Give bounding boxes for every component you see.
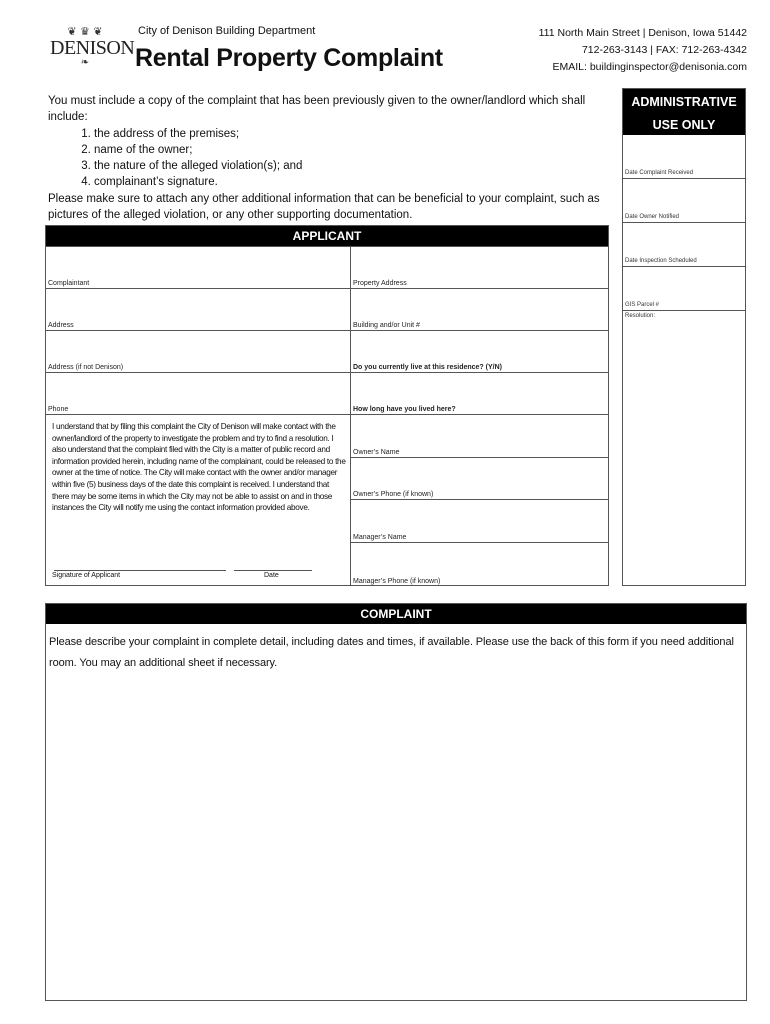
- contact-email: EMAIL: buildinginspector@denisonia.com: [552, 61, 747, 73]
- manager-phone-field[interactable]: Manager’s Phone (if known): [353, 578, 441, 585]
- admin-use-box: ADMINISTRATIVE USE ONLY Date Complaint Received Date Owner Notified Date Inspection Scheduled GIS Parcel # Resolution:: [622, 88, 746, 586]
- logo-wordmark: DENISON: [50, 37, 135, 59]
- table-row: [46, 372, 608, 414]
- crown-icon: ❦ ♛ ❦: [67, 25, 103, 38]
- date-label: Date: [264, 572, 279, 579]
- list-item: 2. name of the owner;: [94, 142, 613, 158]
- complaint-section: [45, 603, 747, 1001]
- live-at-residence-field[interactable]: Do you currently live at this residence? (Y/N): [353, 364, 502, 371]
- applicant-heading: APPLICANT: [46, 226, 608, 246]
- phone-field[interactable]: Phone: [46, 373, 351, 414]
- manager-name-field[interactable]: Manager’s Name: [351, 500, 608, 543]
- contact-address: 111 North Main Street | Denison, Iowa 51442: [538, 27, 747, 39]
- owner-name-field[interactable]: Owner’s Name: [351, 415, 608, 458]
- table-row: [46, 288, 608, 330]
- instructions-lead: You must include a copy of the complaint that has been previously given to the owner/landlord which shall include:: [48, 95, 586, 124]
- complaint-heading: COMPLAINT: [46, 604, 746, 624]
- page-title: Rental Property Complaint: [135, 44, 443, 72]
- gis-parcel-field[interactable]: GIS Parcel #: [623, 267, 745, 311]
- table-row: [46, 330, 608, 372]
- length-of-residence-field[interactable]: How long have you lived here?: [353, 406, 456, 413]
- building-unit-field[interactable]: Building and/or Unit #: [353, 322, 420, 329]
- owner-phone-field[interactable]: Owner’s Phone (if known): [351, 458, 608, 500]
- signature-line[interactable]: [54, 570, 226, 571]
- instructions: [48, 93, 613, 223]
- complaint-text-area[interactable]: [46, 672, 746, 1000]
- date-line[interactable]: [234, 570, 312, 571]
- city-logo: [50, 25, 135, 82]
- address-field[interactable]: Address: [46, 289, 351, 330]
- applicant-section: [45, 225, 609, 586]
- date-owner-notified-field[interactable]: Date Owner Notified: [623, 179, 745, 223]
- requirements-list: [48, 126, 613, 191]
- instructions-closing: Please make sure to attach any other additional information that can be beneficial to your complaint, such as pictures of the alleged violation, or any other supporting documentation.: [48, 192, 600, 222]
- date-complaint-received-field[interactable]: Date Complaint Received: [623, 135, 745, 179]
- address-outside-denison-field[interactable]: Address (if not Denison): [46, 331, 351, 372]
- signature-label: Signature of Applicant: [52, 572, 121, 579]
- list-item: 3. the nature of the alleged violation(s); and: [94, 158, 613, 174]
- complaint-instructions: Please describe your complaint in complete detail, including dates and times, if available. Please use the back of this form if you need additional room. You may an additional sheet if necessary.: [49, 636, 734, 669]
- department-name: City of Denison Building Department: [138, 25, 316, 37]
- date-inspection-scheduled-field[interactable]: Date Inspection Scheduled: [623, 223, 745, 267]
- list-item: 1. the address of the premises;: [94, 126, 613, 142]
- flourish-icon: ❧: [80, 57, 90, 68]
- contact-block: [539, 25, 747, 76]
- complaintant-field[interactable]: Complaintant: [46, 247, 351, 288]
- acknowledgement-statement: I understand that by filing this complaint the City of Denison will make contact with the owner/landlord of the property to investigate the problem and try to find a resolution. I also understand that the complaint filed with the City is a matter of public record and information provided herein, including name of the complainant, could be released to the owner at the time of notice. The City will make contact with the owner and/or manager within five (5) business days of the date this complaint is received. I understand that there may be some items in which the City may not be able to assist on and in those instances the City will notify me using the contact information provided above.: [52, 422, 346, 513]
- list-item: 4. complainant’s signature.: [94, 174, 613, 190]
- admin-heading: ADMINISTRATIVE USE ONLY: [623, 89, 745, 135]
- table-row: [46, 246, 608, 288]
- contact-phone-fax: 712-263-3143 | FAX: 712-263-4342: [581, 44, 747, 56]
- property-address-field[interactable]: Property Address: [353, 280, 407, 287]
